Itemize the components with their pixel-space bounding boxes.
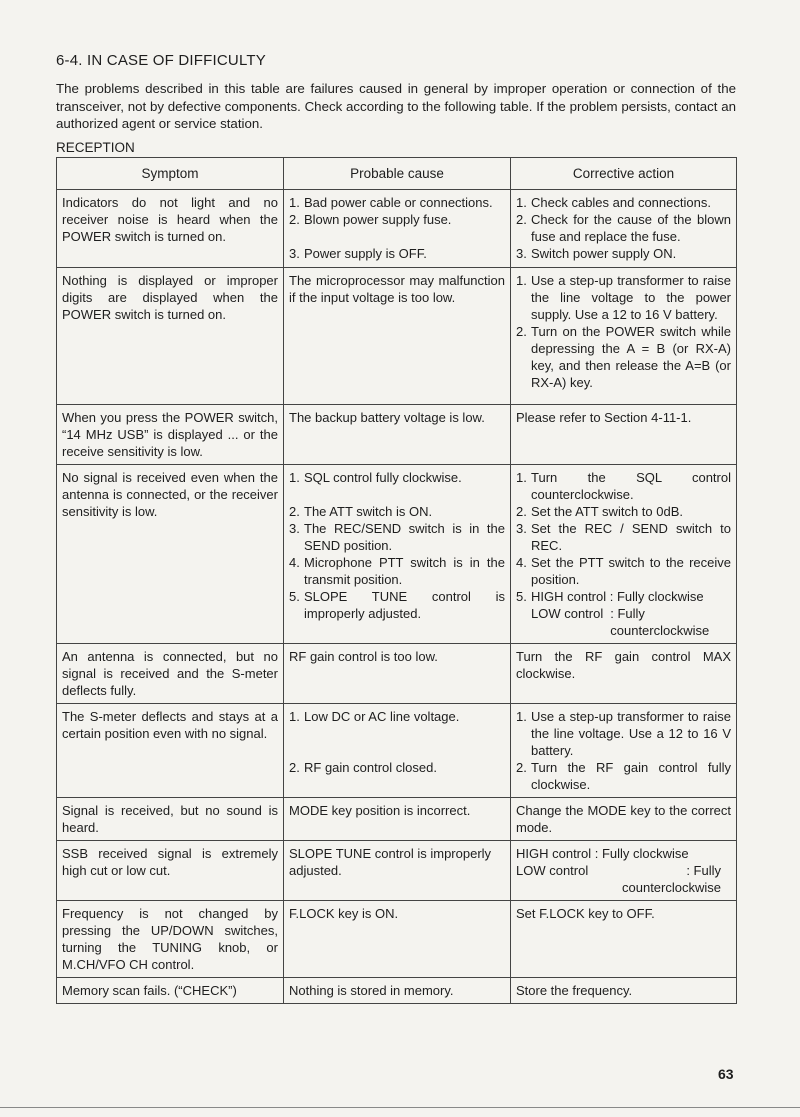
list-item: 5. SLOPE TUNE control is improperly adjusted.: [289, 589, 505, 621]
list-item: 3. Set the REC / SEND switch to REC.: [516, 521, 731, 553]
action-cell: [511, 841, 737, 901]
symptom-cell: Frequency is not changed by pressing the UP/DOWN switches, turning the TUNING knob, or M.CH/VFO CH control.: [57, 901, 284, 978]
symptom-cell: Nothing is displayed or improper digits are displayed when the POWER switch is turned on.: [57, 268, 284, 405]
cause-cell: [284, 190, 511, 268]
list-item: 1. Check cables and connections.: [516, 195, 711, 210]
list-item: 2. Blown power supply fuse.: [289, 212, 452, 227]
cause-cell: F.LOCK key is ON.: [284, 901, 511, 978]
action-cell: [511, 704, 737, 798]
header-probable-cause: Probable cause: [284, 158, 511, 190]
list-item: 2. RF gain control closed.: [289, 760, 437, 775]
list-item: 1. SQL control fully clockwise.: [289, 470, 462, 485]
action-cell: [511, 268, 737, 405]
symptom-cell: No signal is received even when the antenna is connected, or the receiver sensitivity is low.: [57, 465, 284, 644]
table-row: [57, 704, 737, 798]
list-item: 3. The REC/SEND switch is in the SEND position.: [289, 521, 505, 553]
high-control-setting: HIGH control : Fully clockwise: [516, 846, 689, 861]
cause-cell: RF gain control is too low.: [284, 644, 511, 704]
cause-cell: The microprocessor may malfunction if the input voltage is too low.: [284, 268, 511, 405]
troubleshooting-table: [56, 157, 737, 1004]
table-row: [57, 841, 737, 901]
symptom-cell: SSB received signal is extremely high cut or low cut.: [57, 841, 284, 901]
symptom-cell: An antenna is connected, but no signal is received and the S-meter deflects fully.: [57, 644, 284, 704]
list-item: 1. Low DC or AC line voltage.: [289, 709, 460, 724]
list-item: 1. Bad power cable or connections.: [289, 195, 493, 210]
list-item: 2. Set the ATT switch to 0dB.: [516, 504, 683, 519]
intro-paragraph: The problems described in this table are failures caused in general by improper operation or connection of the transceiver, not by defective components. Check according to the following table. If the problem persists, contact an authorized agent or service station.: [56, 81, 736, 131]
symptom-cell: Indicators do not light and no receiver noise is heard when the POWER switch is turned on.: [57, 190, 284, 268]
table-header-row: [57, 158, 737, 190]
table-row: [57, 901, 737, 978]
action-cell: Store the frequency.: [511, 978, 737, 1004]
list-item: 2. Check for the cause of the blown fuse and replace the fuse.: [516, 212, 731, 244]
table-row: [57, 798, 737, 841]
table-caption: RECEPTION: [56, 140, 135, 155]
action-cell: [511, 190, 737, 268]
cause-cell: SLOPE TUNE control is improperly adjusted.: [284, 841, 511, 901]
table-row: [57, 405, 737, 465]
action-cell: Turn the RF gain control MAX clockwise.: [511, 644, 737, 704]
list-item: 2. Turn on the POWER switch while depressing the A = B (or RX-A) key, and then release the A=B (or RX-A) key.: [516, 324, 731, 390]
table-row: [57, 190, 737, 268]
list-item: 4. Set the PTT switch to the receive position.: [516, 555, 731, 587]
low-control-setting: LOW control : Fully counterclockwise: [516, 863, 721, 895]
symptom-cell: When you press the POWER switch, “14 MHz USB” is displayed ... or the receive sensitivity is low.: [57, 405, 284, 465]
page-number: 63: [718, 1066, 734, 1082]
section-heading: 6-4. IN CASE OF DIFFICULTY: [56, 52, 266, 69]
cause-cell: [284, 465, 511, 644]
low-control-setting: LOW control : Fully counterclockwise: [531, 606, 710, 638]
list-item: 2. Turn the RF gain control fully clockwise.: [516, 760, 731, 792]
list-item: 5. HIGH control : Fully clockwise: [516, 589, 704, 604]
cause-cell: Nothing is stored in memory.: [284, 978, 511, 1004]
list-item: 1. Use a step-up transformer to raise the line voltage to the power supply. Use a 12 to 16 V battery.: [516, 273, 731, 322]
cause-cell: MODE key position is incorrect.: [284, 798, 511, 841]
list-item: 1. Turn the SQL control counterclockwise.: [516, 470, 731, 502]
action-cell: [511, 465, 737, 644]
list-item: 3. Switch power supply ON.: [516, 246, 677, 261]
symptom-cell: Memory scan fails. (“CHECK”): [57, 978, 284, 1004]
list-item: 3. Power supply is OFF.: [289, 246, 427, 261]
symptom-cell: Signal is received, but no sound is heard.: [57, 798, 284, 841]
cause-cell: The backup battery voltage is low.: [284, 405, 511, 465]
list-item: 1. Use a step-up transformer to raise the line voltage. Use a 12 to 16 V battery.: [516, 709, 731, 758]
table-row: [57, 268, 737, 405]
header-symptom: Symptom: [57, 158, 284, 190]
cause-cell: [284, 704, 511, 798]
action-cell: Please refer to Section 4-11-1.: [511, 405, 737, 465]
table-row: [57, 465, 737, 644]
action-cell: Change the MODE key to the correct mode.: [511, 798, 737, 841]
symptom-cell: The S-meter deflects and stays at a certain position even with no signal.: [57, 704, 284, 798]
page-bottom-edge: [0, 1107, 800, 1108]
table-row: [57, 644, 737, 704]
list-item: 2. The ATT switch is ON.: [289, 504, 433, 519]
list-item: 4. Microphone PTT switch is in the transmit position.: [289, 555, 505, 587]
header-corrective-action: Corrective action: [511, 158, 737, 190]
action-cell: Set F.LOCK key to OFF.: [511, 901, 737, 978]
table-row: [57, 978, 737, 1004]
